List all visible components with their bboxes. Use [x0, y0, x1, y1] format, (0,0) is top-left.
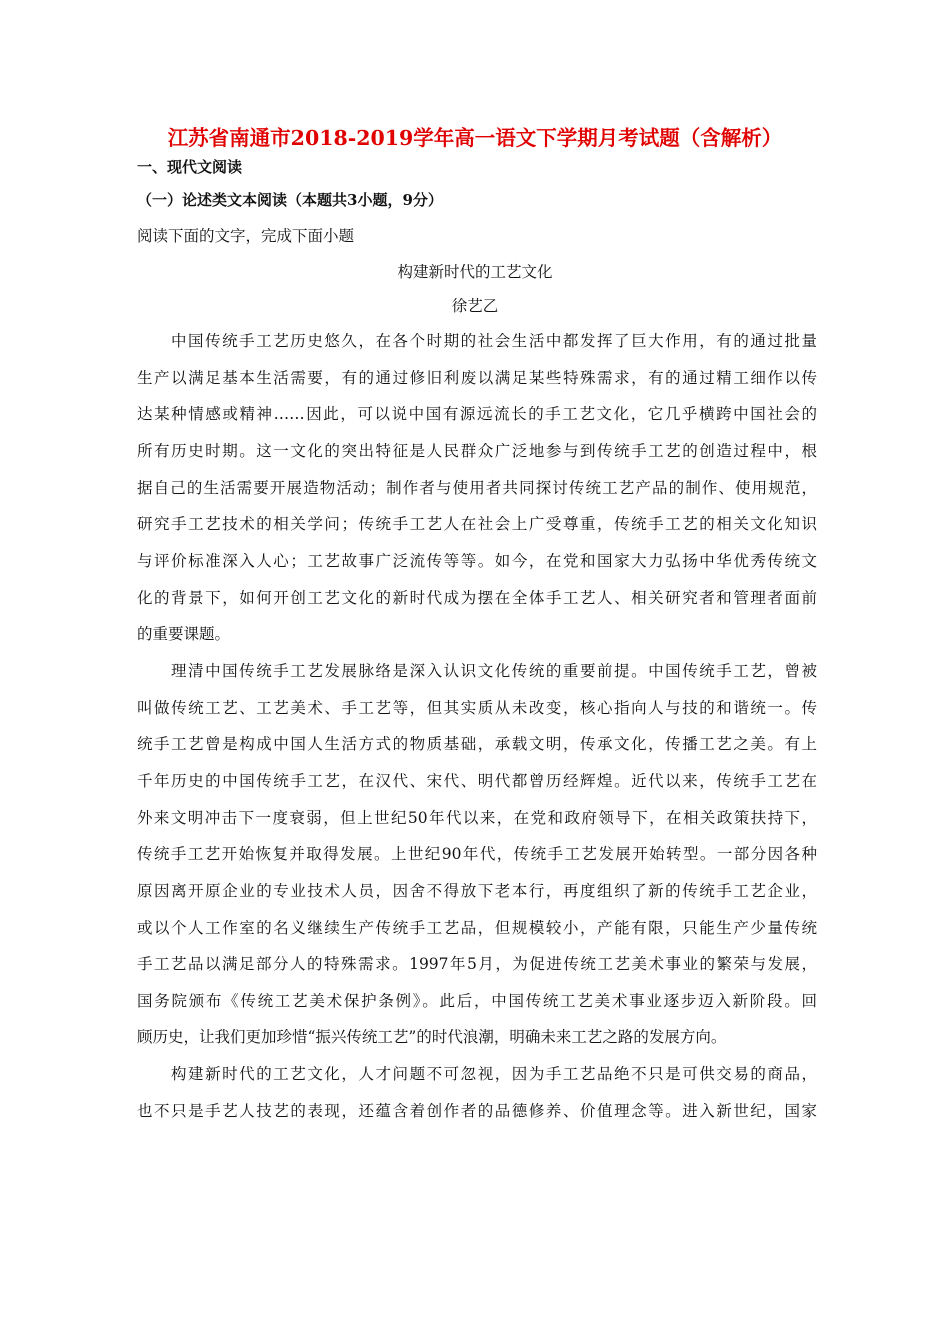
- text-line: 传统手工艺开始恢复并取得发展。上世纪90年代，传统手工艺发展开始转型。一部分因各种: [137, 845, 817, 864]
- text-line: 统手工艺曾是构成中国人生活方式的物质基础，承载文明，传承文化，传播工艺之美。有上: [137, 735, 817, 754]
- text-line: 国务院颁布《传统工艺美术保护条例》。此后，中国传统工艺美术事业逐步迈入新阶段。回: [137, 991, 817, 1010]
- text-line: 千年历史的中国传统手工艺，在汉代、宋代、明代都曾历经辉煌。近代以来，传统手工艺在: [137, 771, 817, 790]
- text-line: 或以个人工作室的名义继续生产传统手工艺品，但规模较小，产能有限，只能生产少量传统: [137, 918, 817, 937]
- article-body: [137, 323, 817, 1129]
- text-line: 达某种情感或精神……因此，可以说中国有源远流长的手工艺文化，它几乎横跨中国社会的: [137, 405, 817, 424]
- text-line: 理清中国传统手工艺发展脉络是深入认识文化传统的重要前提。中国传统手工艺，曾被: [171, 661, 817, 680]
- text-line: 与评价标准深入人心；工艺故事广泛流传等等。如今，在党和国家大力弘扬中华优秀传统文: [137, 551, 817, 570]
- subsection-heading: （一）论述类文本阅读（本题共3小题，9分）: [137, 191, 443, 209]
- text-line: 据自己的生活需要开展造物活动；制作者与使用者共同探讨传统工艺产品的制作、使用规范，: [137, 478, 817, 497]
- text-line: 外来文明冲击下一度衰弱，但上世纪50年代以来，在党和政府领导下，在相关政策扶持下，: [137, 808, 817, 827]
- article-author: 徐艺乙: [451, 297, 499, 315]
- text-line: 也不只是手艺人技艺的表现，还蕴含着创作者的品德修养、价值理念等。进入新世纪，国家: [137, 1101, 817, 1120]
- text-line: 的重要课题。: [137, 625, 231, 644]
- text-line: 叫做传统工艺、工艺美术、手工艺等，但其实质从未改变，核心指向人与技的和谐统一。传: [137, 698, 817, 717]
- article-title: 构建新时代的工艺文化: [397, 263, 553, 281]
- reading-instruction: 阅读下面的文字，完成下面小题: [137, 227, 355, 245]
- text-line: 化的背景下，如何开创工艺文化的新时代成为摆在全体手工艺人、相关研究者和管理者面前: [137, 588, 817, 607]
- text-line: 中国传统手工艺历史悠久，在各个时期的社会生活中都发挥了巨大作用，有的通过批量: [171, 332, 817, 350]
- section-heading: 一、现代文阅读: [137, 158, 243, 176]
- text-line: 构建新时代的工艺文化，人才问题不可忽视，因为手工艺品绝不只是可供交易的商品，: [171, 1065, 817, 1084]
- text-line: 手工艺品以满足部分人的特殊需求。1997年5月，为促进传统工艺美术事业的繁荣与发展，: [137, 955, 817, 974]
- text-line: 所有历史时期。这一文化的突出特征是人民群众广泛地参与到传统手工艺的创造过程中，根: [137, 441, 817, 460]
- text-line: 顾历史，让我们更加珍惜“振兴传统工艺”的时代浪潮，明确未来工艺之路的发展方向。: [137, 1028, 727, 1047]
- text-line: 生产以满足基本生活需要，有的通过修旧利废以满足某些特殊需求，有的通过精工细作以传: [137, 368, 817, 387]
- text-line: 原因离开原企业的专业技术人员，因舍不得放下老本行，再度组织了新的传统手工艺企业，: [137, 881, 817, 900]
- document-title: 江苏省南通市2018-2019学年高一语文下学期月考试题（含解析）: [167, 126, 783, 150]
- text-line: 研究手工艺技术的相关学问；传统手工艺人在社会上广受尊重，传统手工艺的相关文化知识: [137, 515, 817, 534]
